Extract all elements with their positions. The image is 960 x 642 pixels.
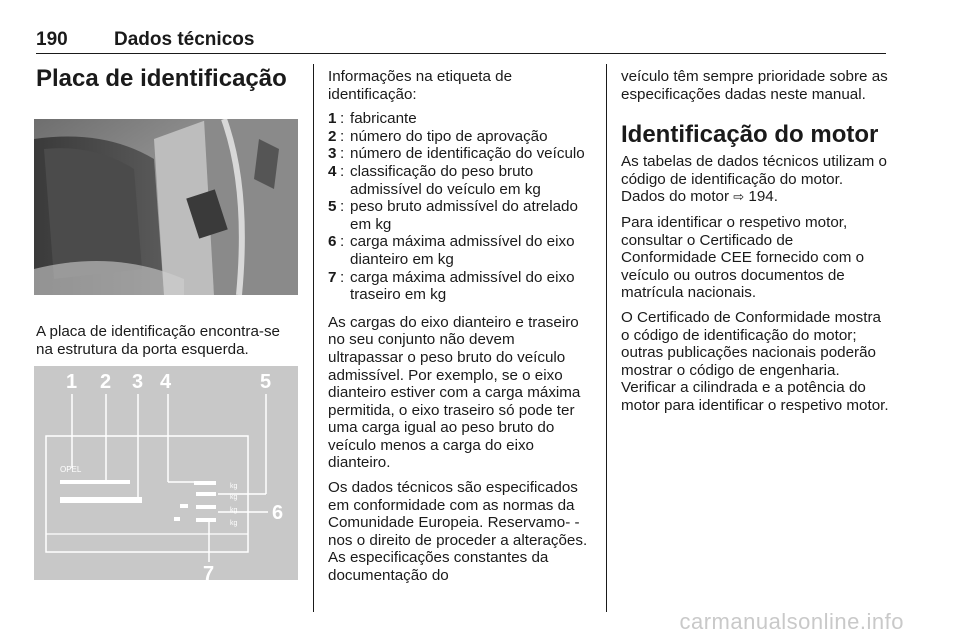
callout-4: 4 <box>160 371 172 393</box>
legend-item <box>328 110 592 128</box>
legend-num: 7 <box>328 268 337 286</box>
legend-text: número de identificação do veículo <box>350 145 585 163</box>
legend-item <box>328 145 592 163</box>
page-reference[interactable]: 194. <box>744 188 778 206</box>
label-brand: OPEL <box>60 465 82 474</box>
paragraph-axle-loads: As cargas do eixo dianteiro e traseiro no seu conjunto não devem ultrapassar o peso bruto do veículo admissível. Por exemplo, se o eixo dianteiro estiver com a carga máxima permitida, o eixo traseiro só pode ter uma carga igual ao peso bruto do veículo menos a carga do eixo dianteiro. <box>328 313 581 472</box>
callout-2: 2 <box>100 371 112 393</box>
paragraph-id-plate-location: A placa de identificação encontra-se na estrutura da porta esquerda. <box>36 323 281 358</box>
legend-text: classificação do peso bruto admissível do veículo em kg <box>350 162 541 198</box>
legend-sep: : <box>340 198 345 216</box>
legend-item <box>328 233 592 268</box>
column-divider-1 <box>313 64 314 612</box>
paragraph-certificate: O Certificado de Conformidade mostra o código de identificação do motor; outras publicações nacionais poderão mostrar o código de engenharia. Verificar a cilindrada e a potência do motor para identificar o respetivo motor. <box>621 308 889 414</box>
legend-sep: : <box>340 268 345 286</box>
legend-item <box>328 128 592 146</box>
page-number: 190 <box>36 29 68 50</box>
legend-num: 5 <box>328 198 337 216</box>
legend-list <box>328 110 592 304</box>
unit-kg-4: kg <box>230 520 238 527</box>
text-engine-tables: As tabelas de dados técnicos utilizam o código de identificação do motor. Dados do motor <box>621 153 887 206</box>
legend-item <box>328 198 592 233</box>
watermark: carmanualsonline.info <box>679 609 904 634</box>
column-3 <box>621 68 889 422</box>
legend-num: 2 <box>328 127 337 145</box>
paragraph-engine-tables <box>621 153 889 207</box>
legend-sep: : <box>340 145 345 163</box>
legend-sep: : <box>340 233 345 251</box>
legend-text: fabricante <box>350 110 417 128</box>
header-rule <box>36 53 886 54</box>
legend-num: 3 <box>328 145 337 163</box>
id-label-figure <box>34 366 298 580</box>
unit-kg-1: kg <box>230 483 238 490</box>
callout-6: 6 <box>272 502 284 524</box>
paragraph-continued: veículo têm sempre prioridade sobre as especificações dadas neste manual. <box>621 68 888 103</box>
legend-text: carga máxima admissível do eixo dianteiro em kg <box>350 233 575 268</box>
heading-id-plate: Placa de identificação <box>36 65 287 92</box>
legend-sep: : <box>340 127 345 145</box>
callout-7: 7 <box>203 563 215 580</box>
legend-intro: Informações na etiqueta de identificação: <box>328 68 513 103</box>
legend-item <box>328 269 592 304</box>
callout-5: 5 <box>260 371 272 393</box>
unit-kg-2: kg <box>230 494 238 501</box>
paragraph-specifications: Os dados técnicos são especificados em conformidade com as normas da Comunidade Europeia. Reservamo- -nos o direito de proceder a alterações. As especificações constantes da documentação do <box>328 479 588 585</box>
unit-kg-3: kg <box>230 507 238 514</box>
section-title: Dados técnicos <box>114 29 255 50</box>
legend-text: peso bruto admissível do atrelado em kg <box>350 198 578 233</box>
legend-text: número do tipo de aprovação <box>350 127 548 145</box>
heading-engine-id: Identificação do motor <box>621 121 879 149</box>
legend-item <box>328 163 592 198</box>
paragraph-identify-engine: Para identificar o respetivo motor, consultar o Certificado de Conformidade CEE fornecido com o veículo ou outros documentos de matrícula nacionais. <box>621 213 865 302</box>
arrow-reference-icon[interactable]: ⇨ <box>733 190 745 206</box>
column-1 <box>36 65 298 93</box>
callout-1: 1 <box>66 371 78 393</box>
legend-text: carga máxima admissível do eixo traseiro em kg <box>350 268 575 304</box>
legend-sep: : <box>340 162 345 180</box>
callout-3: 3 <box>132 371 144 393</box>
legend-num: 4 <box>328 162 337 180</box>
column-divider-2 <box>606 64 607 612</box>
column-1-body <box>36 323 298 365</box>
legend-sep: : <box>340 110 345 128</box>
column-2 <box>328 68 592 592</box>
legend-num: 6 <box>328 233 337 251</box>
legend-num: 1 <box>328 110 337 128</box>
door-frame-photo <box>34 119 298 295</box>
